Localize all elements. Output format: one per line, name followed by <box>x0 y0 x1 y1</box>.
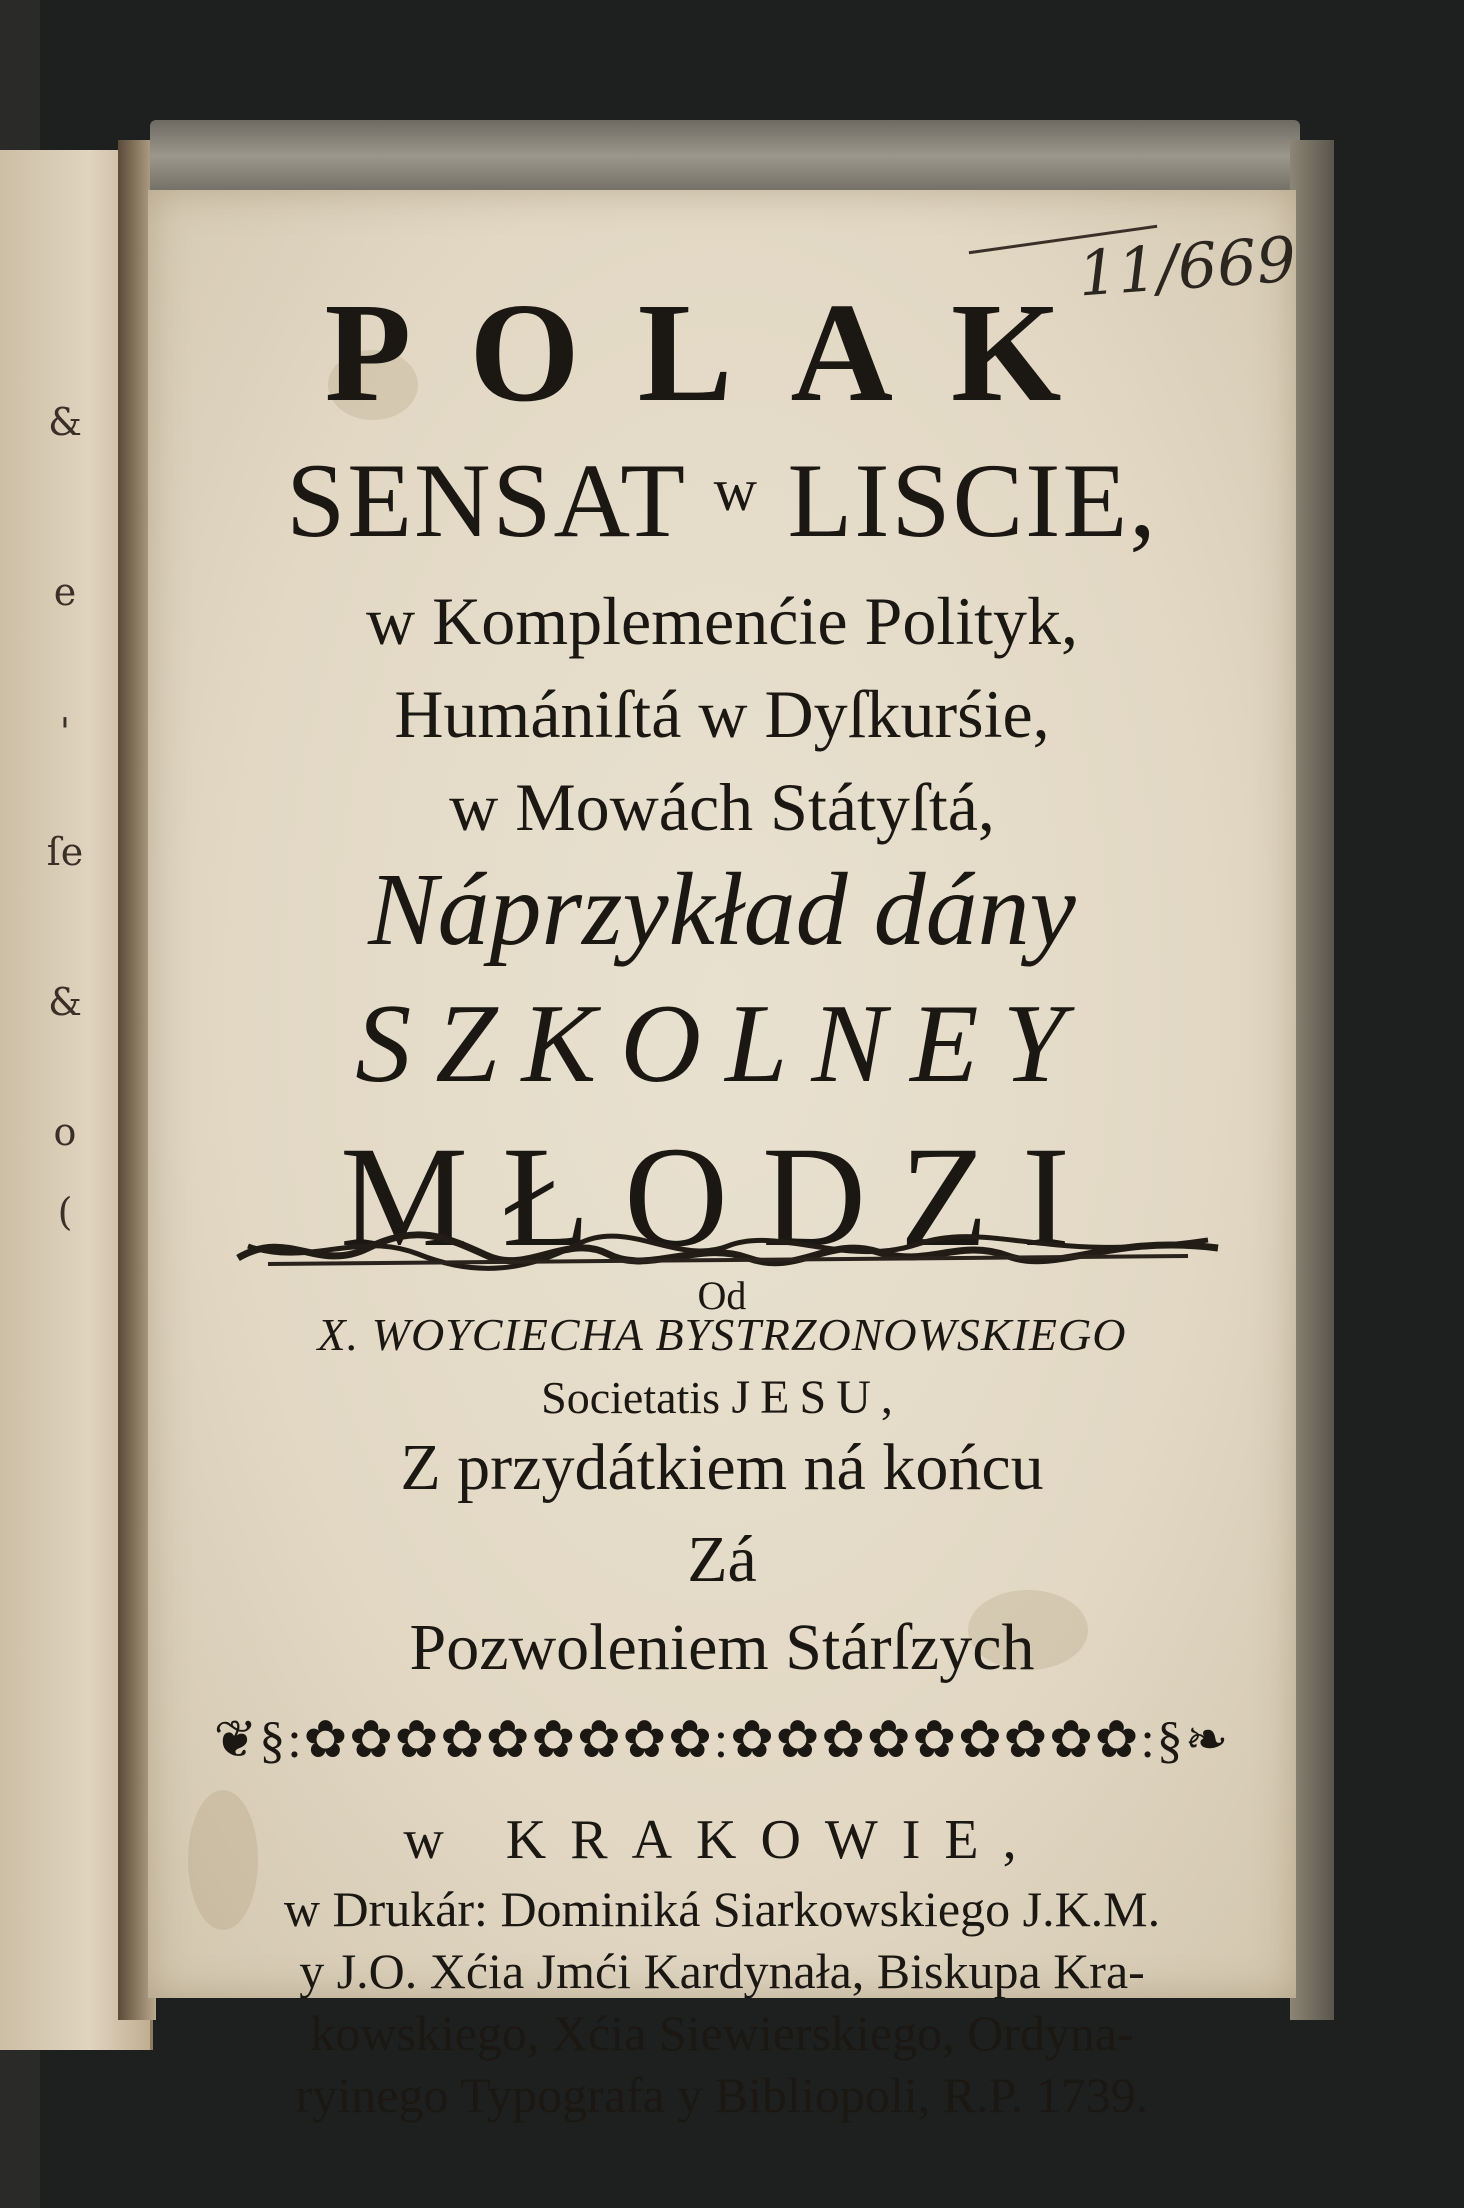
by-label: Od <box>697 1273 747 1318</box>
imprint-line-1: w Drukár: Dominiká Siarkowskiego J.K.M. <box>283 1881 1161 1937</box>
adjacent-book-fragment: & <box>48 980 82 1024</box>
printers-ornament-band: ❦§:✿✿✿✿✿✿✿✿✿:✿✿✿✿✿✿✿✿✿:§❧ <box>213 1712 1231 1769</box>
society-of-jesus <box>148 1370 1296 1425</box>
jesu-word: JESU, <box>731 1371 903 1424</box>
adjacent-book-fragment: & <box>48 400 82 444</box>
dedication-line-2: SZKOLNEY <box>355 982 1089 1106</box>
subtitle-line-2: Humániſtá w Dyſkurśie, <box>394 676 1050 752</box>
author-name: X. WOYCIECHA BYSTRZONOWSKIEGO <box>317 1309 1127 1360</box>
adjacent-book-fragment: ( <box>57 1190 73 1234</box>
society-word: Societatis <box>541 1372 720 1423</box>
title-polak: POLAK <box>324 273 1120 431</box>
permission-line: Pozwoleniem Stárſzych <box>409 1611 1035 1684</box>
title-sensat-word: SENSAT <box>286 442 686 559</box>
title-page <box>148 190 1299 2123</box>
title-liscie-word: LISCIE, <box>787 442 1158 559</box>
adjacent-book-fragment: ' <box>59 710 71 754</box>
imprint-line-4: ryinego Typografa y Bibliopoli, R.P. 1739. <box>295 2067 1149 2123</box>
imprint-line-2: y J.O. Xćia Jmći Kardynała, Biskupa Kra- <box>299 1943 1145 1999</box>
dedication-line-3: MŁODZI <box>340 1118 1104 1277</box>
book-right-edge <box>1290 140 1334 2020</box>
dedication-line-1: Náprzykład dány <box>368 852 1076 967</box>
title-sensat-w-liscie <box>148 440 1296 562</box>
subtitle-line-1: w Komplemenćie Polityk, <box>365 583 1078 659</box>
addition-line: Z przydátkiem ná końcu <box>400 1431 1044 1504</box>
za-line: Zá <box>687 1523 757 1596</box>
place-of-publication: w KRAKOWIE, <box>403 1809 1041 1871</box>
adjacent-book-fragment: ſe <box>46 830 84 874</box>
adjacent-book-fragment: e <box>53 570 77 614</box>
adjacent-book-fragment: o <box>53 1110 77 1154</box>
imprint-line-3: kowskiego, Xćia Siewierskiego, Ordyna- <box>310 2005 1134 2061</box>
subtitle-line-3: w Mowách Státyſtá, <box>449 769 995 845</box>
handwritten-shelfmark: 11/669 <box>1075 222 1299 311</box>
title-w-word: w <box>713 457 759 523</box>
